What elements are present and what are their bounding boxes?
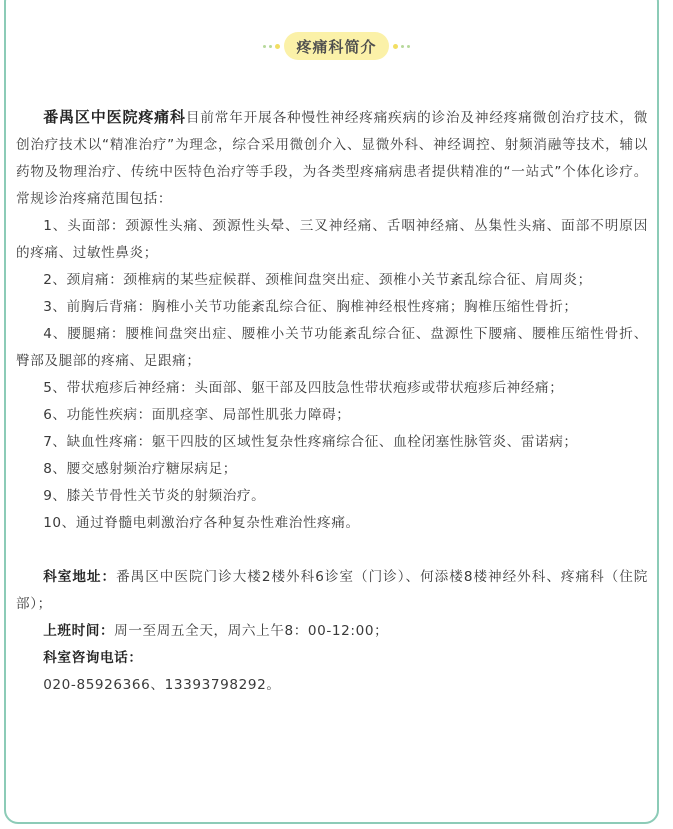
hours-label: 上班时间： [43,623,115,639]
list-item: 3、前胸后背痛：胸椎小关节功能紊乱综合征、胸椎神经根性疼痛；胸椎压缩性骨折； [43,299,578,315]
left-dots-decoration [263,44,280,49]
address-line [16,564,648,618]
intro-paragraph [16,104,648,213]
title-pill [284,32,388,60]
address-value: 番禺区中医院门诊大楼2楼外科6诊室（门诊）、何添楼8楼神经外科、疼痛科（住院部）； [16,569,648,612]
title-banner [0,31,673,61]
intro-text: 目前常年开展各种慢性神经疼痛疾病的诊治及神经疼痛微创治疗技术，微创治疗技术以“精准治疗”为理念，综合采用微创介入、显微外科、神经调控、射频消融等技术，辅以药物及物理治疗、传统中医特色治疗等手段，为各类型疼痛病患者提供精准的“一站式”个体化诊疗。常规诊治疼痛范围包括： [16,110,648,207]
phone-label: 科室咨询电话： [43,650,143,666]
spacer [16,537,648,564]
phone-value-line [16,672,648,699]
list-item: 6、功能性疾病：面肌痉挛、局部性肌张力障碍； [43,407,351,423]
page-title: 疼痛科简介 [296,37,377,56]
phone-value: 020-85926366、13393798292。 [43,677,281,693]
list-item: 2、颈肩痛：颈椎病的某些症候群、颈椎间盘突出症、颈椎小关节紊乱综合征、肩周炎； [43,272,592,288]
list-item: 9、膝关节骨性关节炎的射频治疗。 [43,488,266,504]
list-item: 7、缺血性疼痛：躯干四肢的区域性复杂性疼痛综合征、血栓闭塞性脉管炎、雷诺病； [43,434,578,450]
hours-line [16,618,648,645]
right-dots-decoration [393,44,410,49]
phone-label-line [16,645,648,672]
department-name: 番禺区中医院疼痛科 [43,108,186,126]
address-label: 科室地址： [43,569,117,585]
list-item: 8、腰交感射频治疗糖尿病足； [43,461,237,477]
list-item: 4、腰腿痛：腰椎间盘突出症、腰椎小关节功能紊乱综合征、盘源性下腰痛、腰椎压缩性骨折、臀部及腿部的疼痛、足跟痛； [16,326,648,369]
list-item: 5、带状疱疹后神经痛：头面部、躯干部及四肢急性带状疱疹或带状疱疹后神经痛； [43,380,564,396]
list-item: 1、头面部：颈源性头痛、颈源性头晕、三叉神经痛、舌咽神经痛、丛集性头痛、面部不明原因的疼痛、过敏性鼻炎； [16,218,648,261]
list-item: 10、通过脊髓电刺激治疗各种复杂性难治性疼痛。 [43,515,360,531]
hours-value: 周一至周五全天，周六上午8：00-12:00； [114,623,389,639]
article-body [16,104,648,699]
